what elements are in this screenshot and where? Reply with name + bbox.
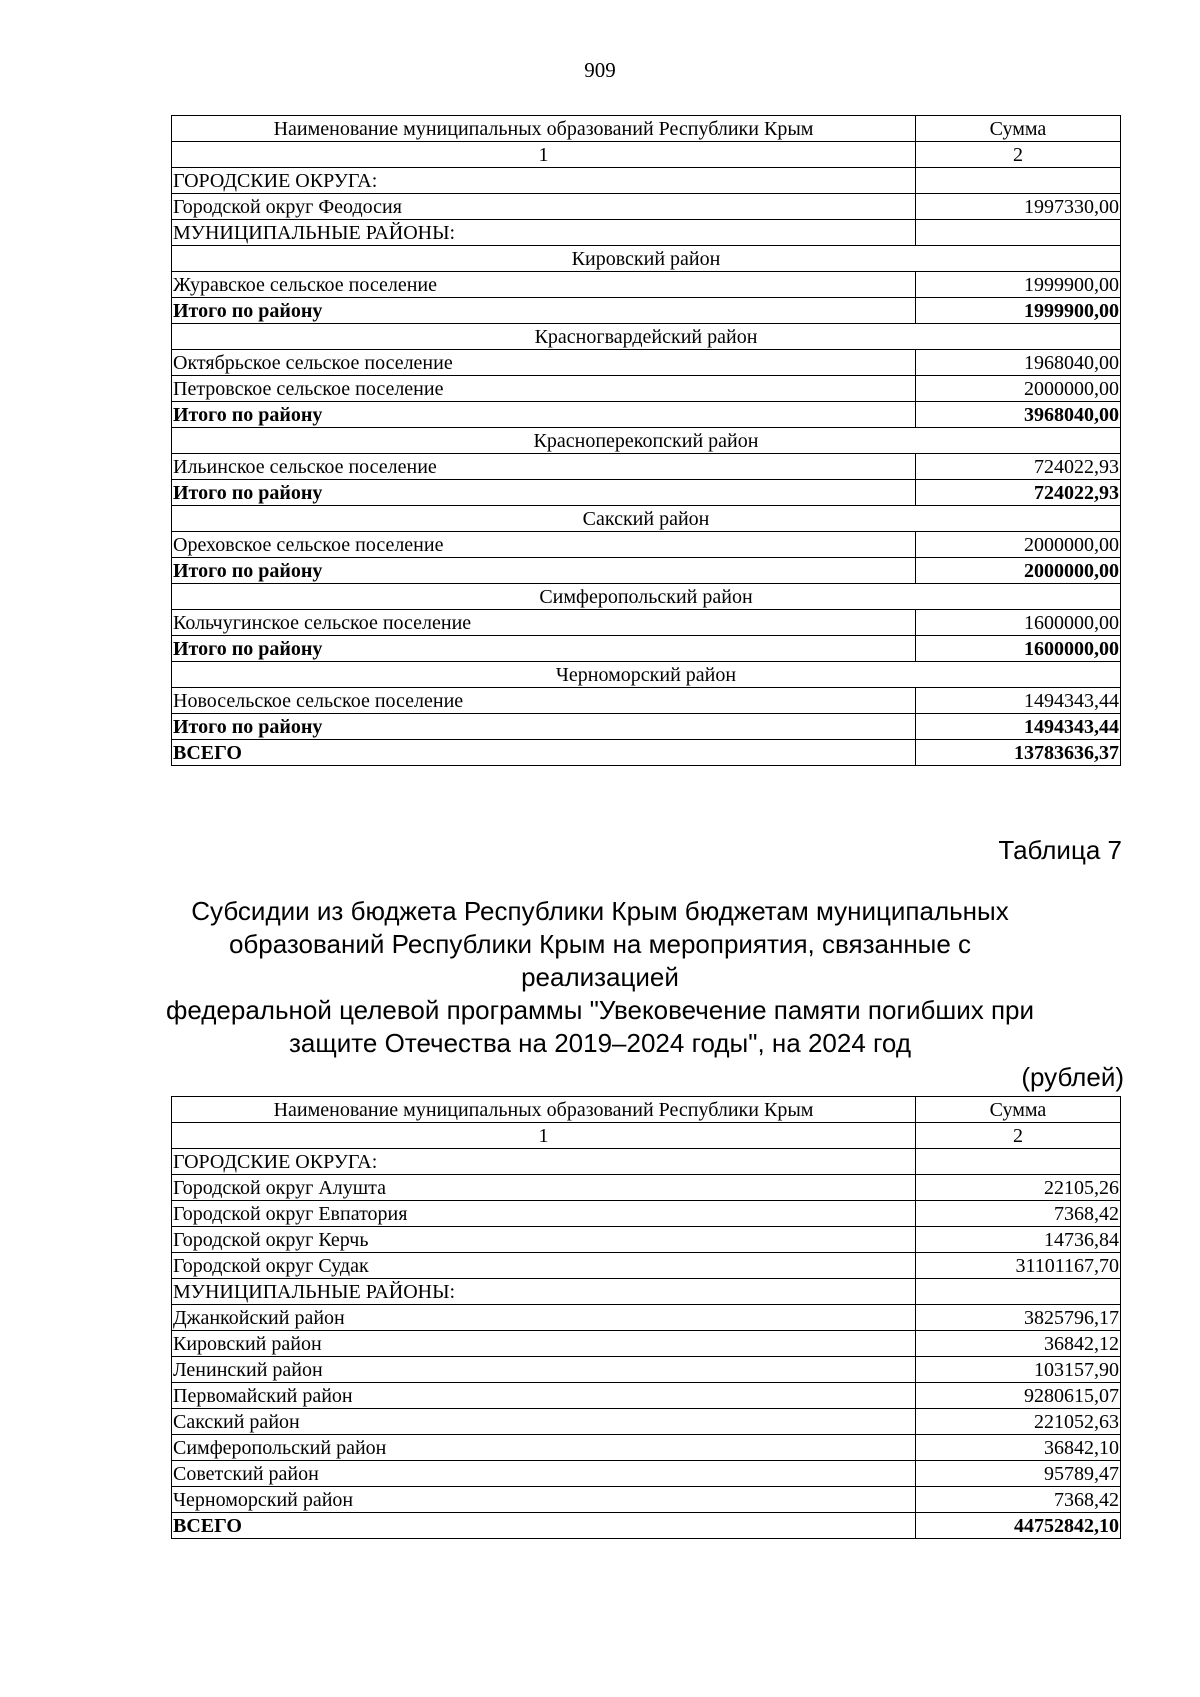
table-header-row bbox=[172, 1097, 1121, 1123]
row-sum: 36842,10 bbox=[916, 1435, 1121, 1461]
row-name: Ореховское сельское поселение bbox=[172, 532, 916, 558]
row-name: Кировский район bbox=[172, 1331, 916, 1357]
row-sum: 103157,90 bbox=[916, 1357, 1121, 1383]
table-row bbox=[172, 1175, 1121, 1201]
district-name: Красноперекопский район bbox=[172, 428, 1121, 454]
row-name: Городской округ Феодосия bbox=[172, 194, 916, 220]
row-sum: 3968040,00 bbox=[916, 402, 1121, 428]
subsidy-table-2 bbox=[171, 1096, 1121, 1539]
row-name: ВСЕГО bbox=[172, 1513, 916, 1539]
table-header-row bbox=[172, 116, 1121, 142]
district-heading-row bbox=[172, 506, 1121, 532]
table-row bbox=[172, 1383, 1121, 1409]
title-line: защите Отечества на 2019–2024 годы", на 2024 год bbox=[289, 1028, 911, 1058]
row-name: Советский район bbox=[172, 1461, 916, 1487]
table-body bbox=[172, 168, 1121, 766]
header-name: Наименование муниципальных образований Республики Крым bbox=[172, 116, 916, 142]
title-line: Субсидии из бюджета Республики Крым бюджетам муниципальных bbox=[191, 896, 1009, 926]
row-sum: 724022,93 bbox=[916, 454, 1121, 480]
row-sum: 221052,63 bbox=[916, 1409, 1121, 1435]
row-name: Ильинское сельское поселение bbox=[172, 454, 916, 480]
row-sum: 13783636,37 bbox=[916, 740, 1121, 766]
section-row bbox=[172, 220, 1121, 246]
row-sum: 1999900,00 bbox=[916, 298, 1121, 324]
row-name: Джанкойский район bbox=[172, 1305, 916, 1331]
row-name: МУНИЦИПАЛЬНЫЕ РАЙОНЫ: bbox=[172, 1279, 916, 1305]
row-sum: 1600000,00 bbox=[916, 636, 1121, 662]
row-sum: 1600000,00 bbox=[916, 610, 1121, 636]
row-name: Городской округ Судак bbox=[172, 1253, 916, 1279]
row-name: Итого по району bbox=[172, 714, 916, 740]
row-name: Итого по району bbox=[172, 298, 916, 324]
header-name: Наименование муниципальных образований Республики Крым bbox=[172, 1097, 916, 1123]
table-row bbox=[172, 1201, 1121, 1227]
district-name: Сакский район bbox=[172, 506, 1121, 532]
district-heading-row bbox=[172, 246, 1121, 272]
row-name: Сакский район bbox=[172, 1409, 916, 1435]
row-name: Октябрьское сельское поселение bbox=[172, 350, 916, 376]
row-name: ГОРОДСКИЕ ОКРУГА: bbox=[172, 168, 916, 194]
row-name: Новосельское сельское поселение bbox=[172, 688, 916, 714]
title-line: федеральной целевой программы "Увековечение памяти погибших при bbox=[165, 995, 1035, 1025]
row-sum: 3825796,17 bbox=[916, 1305, 1121, 1331]
row-sum: 9280615,07 bbox=[916, 1383, 1121, 1409]
table-row bbox=[172, 350, 1121, 376]
row-sum: 2000000,00 bbox=[916, 532, 1121, 558]
column-number-2: 2 bbox=[916, 1123, 1121, 1149]
row-sum: 14736,84 bbox=[916, 1227, 1121, 1253]
table-row bbox=[172, 1357, 1121, 1383]
table-row bbox=[172, 1305, 1121, 1331]
row-name: Первомайский район bbox=[172, 1383, 916, 1409]
district-name: Кировский район bbox=[172, 246, 1121, 272]
row-sum: 724022,93 bbox=[916, 480, 1121, 506]
row-name: Городской округ Евпатория bbox=[172, 1201, 916, 1227]
table-column-numbers-row bbox=[172, 1123, 1121, 1149]
row-sum: 1494343,44 bbox=[916, 688, 1121, 714]
row-sum: 1968040,00 bbox=[916, 350, 1121, 376]
total-row bbox=[172, 558, 1121, 584]
total-row bbox=[172, 636, 1121, 662]
total-row bbox=[172, 480, 1121, 506]
page-number: 909 bbox=[584, 58, 616, 82]
table-row bbox=[172, 272, 1121, 298]
row-sum: 44752842,10 bbox=[916, 1513, 1121, 1539]
table-row bbox=[172, 1487, 1121, 1513]
row-sum: 95789,47 bbox=[916, 1461, 1121, 1487]
row-name: Черноморский район bbox=[172, 1487, 916, 1513]
table-row bbox=[172, 1227, 1121, 1253]
row-sum: 36842,12 bbox=[916, 1331, 1121, 1357]
row-sum bbox=[916, 168, 1121, 194]
table-row bbox=[172, 454, 1121, 480]
row-sum bbox=[916, 1279, 1121, 1305]
row-name: МУНИЦИПАЛЬНЫЕ РАЙОНЫ: bbox=[172, 220, 916, 246]
district-name: Красногвардейский район bbox=[172, 324, 1121, 350]
row-sum bbox=[916, 220, 1121, 246]
row-name: Симферопольский район bbox=[172, 1435, 916, 1461]
total-row bbox=[172, 1513, 1121, 1539]
row-name: Городской округ Керчь bbox=[172, 1227, 916, 1253]
table-body bbox=[172, 1149, 1121, 1539]
district-heading-row bbox=[172, 324, 1121, 350]
table-row bbox=[172, 1435, 1121, 1461]
row-sum: 7368,42 bbox=[916, 1201, 1121, 1227]
row-name: Итого по району bbox=[172, 558, 916, 584]
title-line: образований Республики Крым на мероприятия, связанные с реализацией bbox=[228, 929, 972, 992]
row-sum: 1999900,00 bbox=[916, 272, 1121, 298]
row-name: Ленинский район bbox=[172, 1357, 916, 1383]
district-name: Симферопольский район bbox=[172, 584, 1121, 610]
row-name: Петровское сельское поселение bbox=[172, 376, 916, 402]
subsidy-table-1 bbox=[171, 115, 1121, 766]
row-name: Журавское сельское поселение bbox=[172, 272, 916, 298]
district-heading-row bbox=[172, 428, 1121, 454]
row-sum: 1997330,00 bbox=[916, 194, 1121, 220]
row-sum: 22105,26 bbox=[916, 1175, 1121, 1201]
unit-label: (рублей) bbox=[1021, 1062, 1124, 1092]
row-name: Городской округ Алушта bbox=[172, 1175, 916, 1201]
table-row bbox=[172, 1331, 1121, 1357]
table-row bbox=[172, 194, 1121, 220]
section-row bbox=[172, 1149, 1121, 1175]
row-name: Итого по району bbox=[172, 402, 916, 428]
total-row bbox=[172, 402, 1121, 428]
section-row bbox=[172, 168, 1121, 194]
row-sum: 2000000,00 bbox=[916, 558, 1121, 584]
header-sum: Сумма bbox=[916, 1097, 1121, 1123]
district-heading-row bbox=[172, 584, 1121, 610]
section-row bbox=[172, 1279, 1121, 1305]
row-sum: 2000000,00 bbox=[916, 376, 1121, 402]
total-row bbox=[172, 740, 1121, 766]
row-sum bbox=[916, 1149, 1121, 1175]
row-sum: 1494343,44 bbox=[916, 714, 1121, 740]
row-sum: 7368,42 bbox=[916, 1487, 1121, 1513]
table-row bbox=[172, 1409, 1121, 1435]
column-number-2: 2 bbox=[916, 142, 1121, 168]
table-row bbox=[172, 1461, 1121, 1487]
table-row bbox=[172, 532, 1121, 558]
row-sum: 31101167,70 bbox=[916, 1253, 1121, 1279]
table-column-numbers-row bbox=[172, 142, 1121, 168]
row-name: Итого по району bbox=[172, 636, 916, 662]
row-name: ГОРОДСКИЕ ОКРУГА: bbox=[172, 1149, 916, 1175]
table-row bbox=[172, 610, 1121, 636]
total-row bbox=[172, 714, 1121, 740]
row-name: ВСЕГО bbox=[172, 740, 916, 766]
column-number-1: 1 bbox=[172, 1123, 916, 1149]
district-heading-row bbox=[172, 662, 1121, 688]
table-row bbox=[172, 1253, 1121, 1279]
total-row bbox=[172, 298, 1121, 324]
row-name: Кольчугинское сельское поселение bbox=[172, 610, 916, 636]
table-label: Таблица 7 bbox=[998, 835, 1122, 865]
header-sum: Сумма bbox=[916, 116, 1121, 142]
district-name: Черноморский район bbox=[172, 662, 1121, 688]
column-number-1: 1 bbox=[172, 142, 916, 168]
table-row bbox=[172, 688, 1121, 714]
table-title bbox=[150, 895, 1050, 1060]
table-row bbox=[172, 376, 1121, 402]
row-name: Итого по району bbox=[172, 480, 916, 506]
